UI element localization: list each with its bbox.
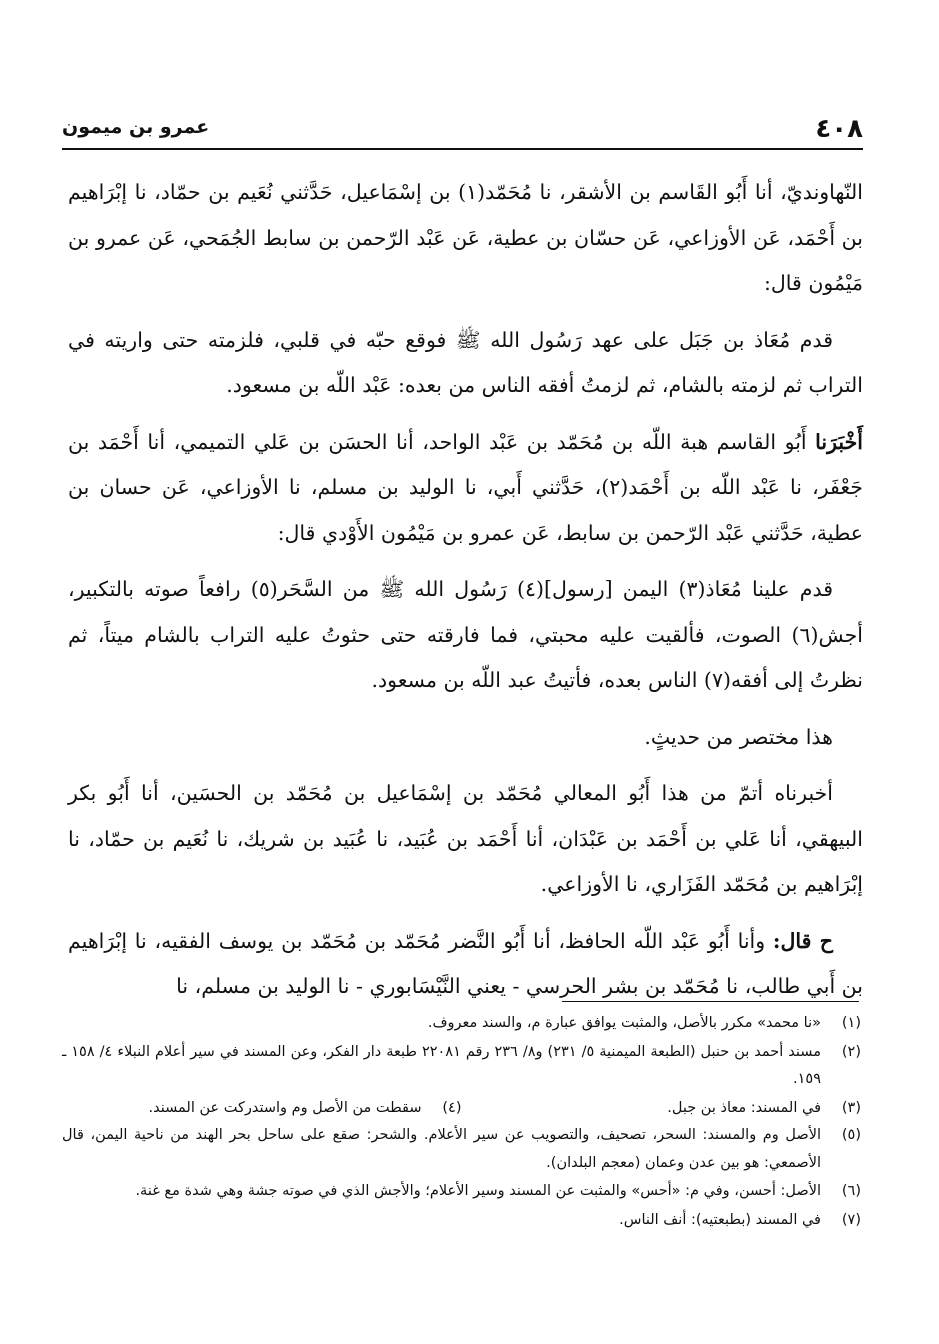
footnote-4 [62, 1095, 462, 1123]
footnote-3 [462, 1095, 862, 1123]
footnote-6 [62, 1178, 861, 1206]
page-header [62, 106, 863, 146]
footnote-2 [62, 1039, 861, 1094]
footnote-text: الأصل وم والمسند: السحر، تصحيف، والتصويب عن سير الأعلام. والشحر: صقع على ساحل بحر الهند من ناحية اليمن، قال الأصمعي: هو بين عدن وعمان (معجم البلدان). [62, 1127, 821, 1171]
footnote-number: (٢) [841, 1043, 861, 1060]
footnote-text: «نا محمد» مكرر بالأصل، والمثبت يوافق عبارة م، والسند معروف. [427, 1015, 821, 1031]
paragraph-5: هذا مختصر من حديثٍ. [644, 724, 833, 749]
paragraph-1: النّهاونديّ، أنا أَبُو القَاسم بن الأشقر، نا مُحَمّد(١) بن إسْمَاعيل، حَدَّثني نُعَيم بن حمّاد، نا إبْرَاهيم بن أَحْمَد، عَن الأوزاعي، عَن حسّان بن عطية، عَن عَبْد الرّحمن بن سابط الجُمَحي، عَن عمرو بن مَيْمُون قال: [68, 180, 863, 295]
paragraph-7 [68, 919, 863, 1010]
paragraph-3-lead: أَخْبَرَنا [815, 429, 863, 454]
footnote-text: مسند أحمد بن حنبل (الطبعة الميمنية ٥/ ٢٣١) و٨/ ٢٣٦ رقم ٢٢٠٨١ طبعة دار الفكر، وعن المسند في سير أعلام النبلاء ٤/ ١٥٨ ـ ١٥٩. [62, 1043, 821, 1087]
page-number: ٤٠٨ [815, 114, 863, 144]
footnote-7 [62, 1207, 861, 1235]
footnote-divider [562, 1001, 859, 1002]
footnote-5 [62, 1122, 861, 1177]
footnote-text: في المسند (بطبعتيه): أنف الناس. [619, 1211, 821, 1228]
footnote-text: الأصل: أحسن، وفي م: «أحس» والمثبت عن المسند وسير الأعلام؛ والأجش الذي في صوته جشة وهي شدة مع غنة. [135, 1183, 821, 1199]
running-title: عمرو بن ميمون [62, 116, 210, 138]
paragraph-3-text: أَبُو القاسم هبة اللّه بن مُحَمّد بن عَبْد الواحد، أنا الحسَن بن عَلي التميمي، أنا أَحْمَد بن جَعْفَر، نا عَبْد اللّه بن أَحْمَد(٢)، حَدَّثني أَبي، نا الوليد بن مسلم، نا الأوزاعي، عَن حسان بن عطية، حَدَّثني عَبْد الرّحمن بن سابط، عَن عمرو بن مَيْمُون الأَوْدي قال: [68, 429, 863, 545]
paragraph-4: قدم علينا مُعَاذ(٣) اليمن [رسول](٤) رَسُول الله ﷺ من السَّحَر(٥) رافعاً صوته بالتكبير، أجش(٦) الصوت، فألقيت عليه محبتي، فما فارقته حتى حثوتُ عليه التراب بالشام ميتاً، ثم نظرتُ إلى أفقه(٧) الناس بعده، فأتيتُ عبد اللّه بن مسعود. [68, 577, 863, 692]
paragraph-6: أخبرناه أتمّ من هذا أَبُو المعالي مُحَمّد بن إسْمَاعيل بن مُحَمّد بن الحسَين، أنا أَبُو بكر البيهقي، أنا عَلي بن أَحْمَد بن عَبْدَان، أنا أَحْمَد بن عُبَيد، نا عُبَيد بن شريك، نا نُعَيم بن حمّاد، نا إبْرَاهيم بن مُحَمّد الفَزَاري، نا الأوزاعي. [68, 781, 863, 896]
footnote-number: (٧) [841, 1211, 861, 1228]
paragraph-7-text: وأنا أَبُو عَبْد اللّه الحافظ، أنا أَبُو النَّضر مُحَمّد بن مُحَمّد بن يوسف الفقيه، نا إبْرَاهيم بن أَبي طالب، نا مُحَمّد بن بشر الحرسي - يعني النَّيْسَابوري - نا الوليد بن مسلم، نا [68, 928, 863, 998]
footnote-row-3-4 [62, 1095, 861, 1123]
footnote-text: سقطت من الأصل وم واستدركت عن المسند. [148, 1099, 422, 1116]
footnote-number: (٦) [841, 1183, 861, 1199]
footnotes [62, 1010, 861, 1235]
paragraph-3 [68, 420, 863, 557]
footnote-number: (٥) [841, 1127, 861, 1143]
header-divider [62, 148, 863, 150]
footnote-number: (١) [841, 1015, 861, 1031]
footnote-text: في المسند: معاذ بن جبل. [667, 1099, 821, 1116]
paragraph-2: قدم مُعَاذ بن جَبَل على عهد رَسُول الله ﷺ فوقع حبّه في قلبي، فلزمته حتى واريته في التراب ثم لزمته بالشام، ثم لزمتُ أفقه الناس من بعده: عَبْد اللّه بن مسعود. [68, 327, 863, 397]
footnote-number: (٣) [841, 1099, 861, 1116]
paragraph-7-lead: ح قال: [772, 928, 833, 953]
main-text [68, 170, 863, 1021]
footnote-number: (٤) [442, 1099, 462, 1116]
footnote-1 [62, 1010, 861, 1038]
